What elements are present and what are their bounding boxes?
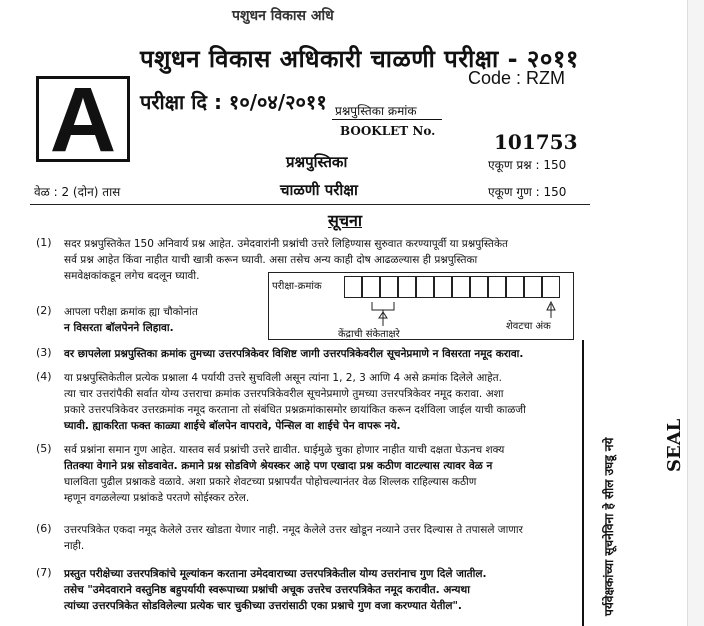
seal-strip-border (582, 340, 584, 626)
instruction-line: प्रकारे उत्तरपत्रिकेवर उत्तरक्रमांक नमूद करताना तो संबंधित प्रश्नक्रमांकासमोर छायांकित करून दर्शविला जाईल याची काळजी (64, 404, 526, 416)
seal-warning-text: पर्यवेक्षकांच्या सूचनेविना हे सील उघडू नये (602, 437, 616, 616)
code-label: Code : RZM (468, 68, 566, 88)
instruction-6 (64, 522, 584, 554)
instruction-line: सर्व प्रश्न आहेत किंवा नाहीत याची खात्री करून घ्यावी. असा तसेच अन्य काही दोष आढळल्यास ही प्रश्नपुस्तिका (64, 254, 478, 266)
instruction-line: तितक्या वेगाने प्रश्न सोडवावेत. क्रमाने प्रश्न सोडविणे श्रेयस्कर आहे पण एखादा प्रश्न कठीण वाटल्यास त्यावर वेळ न (64, 460, 493, 472)
roll-digit-cell[interactable] (434, 276, 452, 298)
instruction-line: घ्यावी. ह्याकरिता फक्त काळ्या शाईचे बॉलपेन वापरावे, पेन्सिल वा शाईचे पेन वापरू नये. (64, 420, 401, 432)
instruction-line: सर्व प्रश्नांना समान गुण आहेत. यास्तव सर्व प्रश्नांची उत्तरे द्यावीत. घाईमुळे चुका होणार नाहीत याची दक्षता घेऊनच शक्य (64, 444, 505, 456)
instruction-line: या प्रश्नपुस्तिकेतील प्रत्येक प्रश्नाला 4 पर्यायी उत्तरे सुचविली असून त्यांना 1, 2, 3 आणि 4 असे क्रमांक दिलेले आहेत. (64, 372, 502, 384)
center-code-label: केंद्राची संकेताक्षरे (338, 329, 400, 340)
exam-type: चाळणी परीक्षा (280, 181, 358, 199)
instruction-line: सदर प्रश्नपुस्तिकेत 150 अनिवार्य प्रश्न आहेत. उमेदवारांनी प्रश्नांची उत्तरे लिहिण्यास सुरुवात करण्यापूर्वी या प्रश्नपुस्तिकेत (64, 238, 509, 250)
last-digit-label: शेवटचा अंक (506, 321, 551, 332)
roll-digit-cell[interactable] (380, 276, 398, 298)
instruction-2 (64, 304, 264, 336)
booklet-title: प्रश्नपुस्तिका (286, 153, 348, 171)
exam-time: वेळ : 2 (दोन) तास (34, 185, 121, 199)
page-edge (687, 0, 704, 626)
header-divider (30, 204, 590, 205)
total-marks: एकूण गुण : 150 (488, 185, 567, 199)
instruction-number: (1) (36, 236, 52, 249)
roll-digit-cell[interactable] (470, 276, 488, 298)
instruction-4 (64, 370, 584, 434)
roll-digit-cell[interactable] (416, 276, 434, 298)
handwritten-exam-date: परीक्षा दि : १०/०४/२०११ (140, 90, 327, 114)
handwritten-note: पशुधन विकास अधि (232, 8, 334, 24)
instruction-line: न विसरता बॉलपेनने लिहावा. (64, 322, 174, 334)
instruction-line: प्रस्तुत परीक्षेच्या उत्तरपत्रिकांचे मूल्यांकन करताना उमेदवाराच्या उत्तरपत्रिकेतील योग्य उत्तरांनाच गुण दिले जातील. (64, 568, 487, 580)
instruction-line: नाही. (64, 540, 85, 552)
instruction-7 (64, 566, 584, 614)
instruction-3 (64, 346, 584, 362)
booklet-label-divider (332, 119, 442, 120)
booklet-number: 101753 (494, 130, 578, 154)
set-letter: A (36, 76, 130, 162)
roll-number-label: परीक्षा-क्रमांक (272, 281, 322, 292)
instruction-line: आपला परीक्षा क्रमांक ह्या चौकोनांत (64, 306, 198, 318)
instruction-number: (2) (36, 304, 52, 317)
instruction-5 (64, 442, 584, 506)
instruction-line: तसेच "उमेदवाराने वस्तुनिष्ठ बहुपर्यायी स्वरूपाच्या प्रश्नांची अचूक उत्तरेच उत्तरपत्रिकेत नमूद करावीत. अन्यथा (64, 584, 470, 596)
instruction-line: वर छापलेला प्रश्नपुस्तिका क्रमांक तुमच्या उत्तरपत्रिकेवर विशिष्ट जागी उत्तरपत्रिकेवरील सूचनेप्रमाणे न विसरता नमूद करावा. (64, 348, 524, 360)
instruction-number: (7) (36, 566, 52, 579)
instruction-number: (5) (36, 442, 52, 455)
roll-digit-cell[interactable] (344, 276, 362, 298)
instruction-line: त्यांच्या उत्तरपत्रिकेत सोडविलेल्या प्रत्येक चार चुकीच्या उत्तरांसाठी एका प्रश्नाचे गुण वजा करण्यात येतील". (64, 600, 462, 612)
handwritten-exam-title: पशुधन विकास अधिकारी चाळणी परीक्षा - २०११ (140, 45, 579, 73)
instruction-line: घालविता पुढील प्रश्नाकडे वळावे. अशा प्रकारे शेवटच्या प्रश्नापर्यंत पोहोचल्यानंतर वेळ शिल्लक राहिल्यास कठीण (64, 476, 477, 488)
seal-label: SEAL (664, 418, 685, 472)
roll-digit-cell[interactable] (452, 276, 470, 298)
instruction-line: म्हणून वगळलेल्या प्रश्नांकडे परतणे सोईस्कर ठरेल. (64, 492, 250, 504)
roll-digit-cell[interactable] (542, 276, 560, 298)
booklet-label-english: BOOKLET No. (340, 124, 436, 138)
instruction-line: उत्तरपत्रिकेत एकदा नमूद केलेले उत्तर खोडता येणार नाही. नमूद केलेले उत्तर खोडून नव्याने उत्तर दिल्यास ते तपासले जाणार (64, 524, 523, 536)
total-questions: एकूण प्रश्न : 150 (488, 158, 567, 172)
roll-digit-cell[interactable] (506, 276, 524, 298)
instruction-line: समवेक्षकांकडून लगेच बदलून घ्यावी. (64, 270, 200, 282)
instruction-number: (4) (36, 370, 52, 383)
roll-digit-cell[interactable] (362, 276, 380, 298)
roll-digit-cell[interactable] (524, 276, 542, 298)
roll-digit-cell[interactable] (398, 276, 416, 298)
instruction-number: (3) (36, 346, 52, 359)
instructions-heading: सूचना (328, 211, 363, 230)
roll-digit-cell[interactable] (488, 276, 506, 298)
instruction-number: (6) (36, 522, 52, 535)
instruction-line: त्या चार उत्तरांपैकी सर्वात योग्य उत्तराचा क्रमांक उत्तरपत्रिकेवरील सूचनेप्रमाणे तुमच्या उत्तरपत्रिकेवर नमूद करावा. अशा (64, 388, 504, 400)
booklet-label-marathi: प्रश्नपुस्तिका क्रमांक (335, 104, 417, 118)
